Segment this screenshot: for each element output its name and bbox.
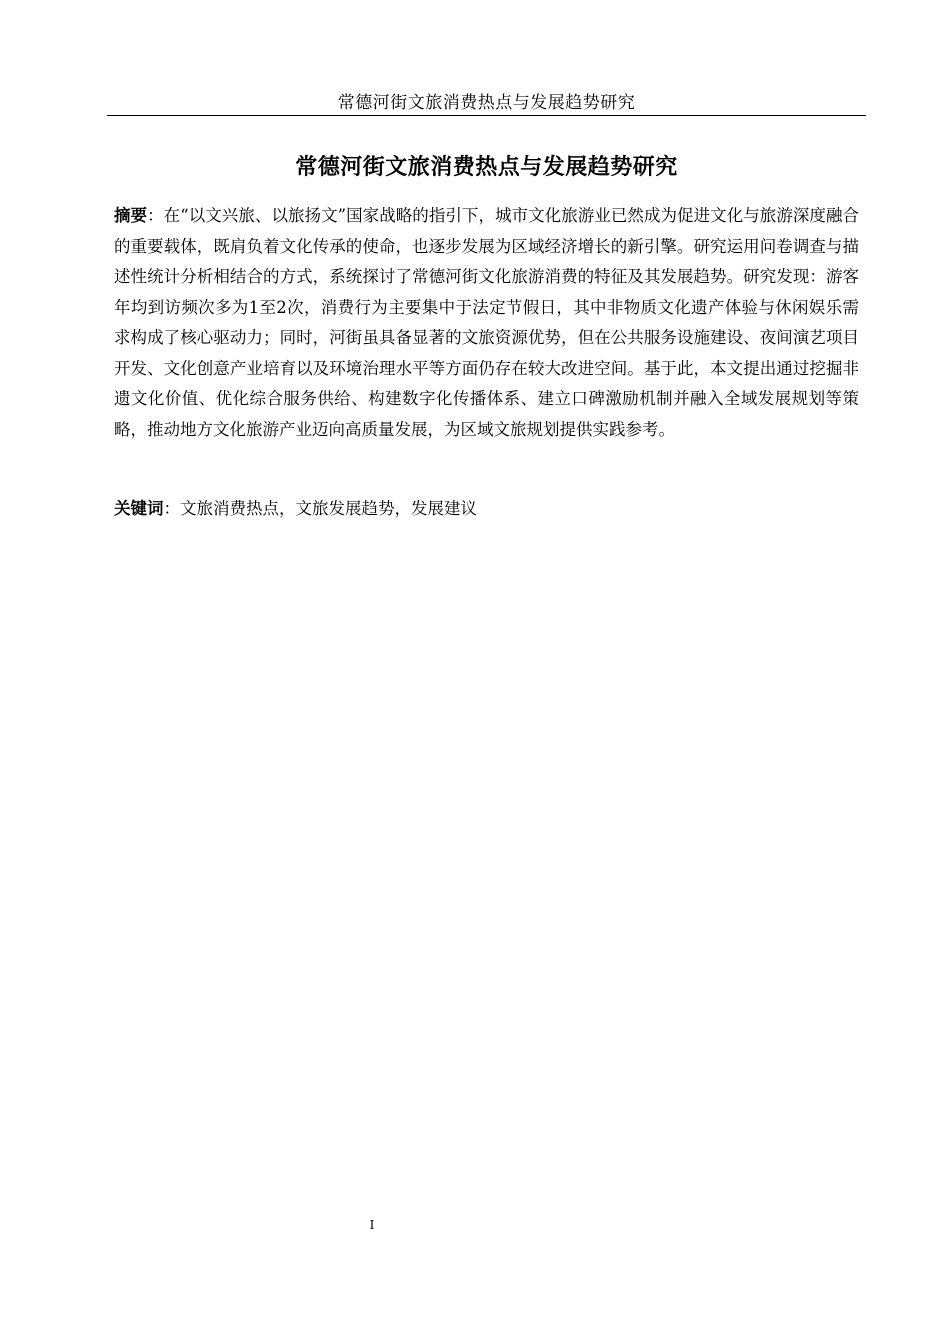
keywords-text: 文旅消费热点，文旅发展趋势，发展建议 [180,499,477,518]
running-header: 常德河街文旅消费热点与发展趋势研究 [337,93,636,113]
header-divider [107,115,866,116]
abstract-label: 摘要 [114,206,148,225]
abstract-separator: ： [147,206,164,225]
abstract-paragraph [114,201,859,445]
document-title: 常德河街文旅消费热点与发展趋势研究 [295,155,678,180]
abstract-text: 在“以文兴旅、以旅扬文”国家战略的指引下，城市文化旅游业已然成为促进文化与旅游深度融合的重要载体，既肩负着文化传承的使命，也逐步发展为区域经济增长的新引擎。研究运用问卷调查与描述性统计分析相结合的方式，系统探讨了常德河街文化旅游消费的特征及其发展趋势。研究发现：游客年均到访频次多为1至2次，消费行为主要集中于法定节假日，其中非物质文化遗产体验与休闲娱乐需求构成了核心驱动力；同时，河街虽具备显著的文旅资源优势，但在公共服务设施建设、夜间演艺项目开发、文化创意产业培育以及环境治理水平等方面仍存在较大改进空间。基于此，本文提出通过挖掘非遗文化价值、优化综合服务供给、构建数字化传播体系、建立口碑激励机制并融入全域发展规划等策略，推动地方文化旅游产业迈向高质量发展，为区域文旅规划提供实践参考。 [114,206,860,439]
keywords-separator: ： [163,499,180,518]
keywords-paragraph [114,494,859,525]
keywords-label: 关键词 [114,499,164,518]
page-number: I [369,1218,375,1232]
